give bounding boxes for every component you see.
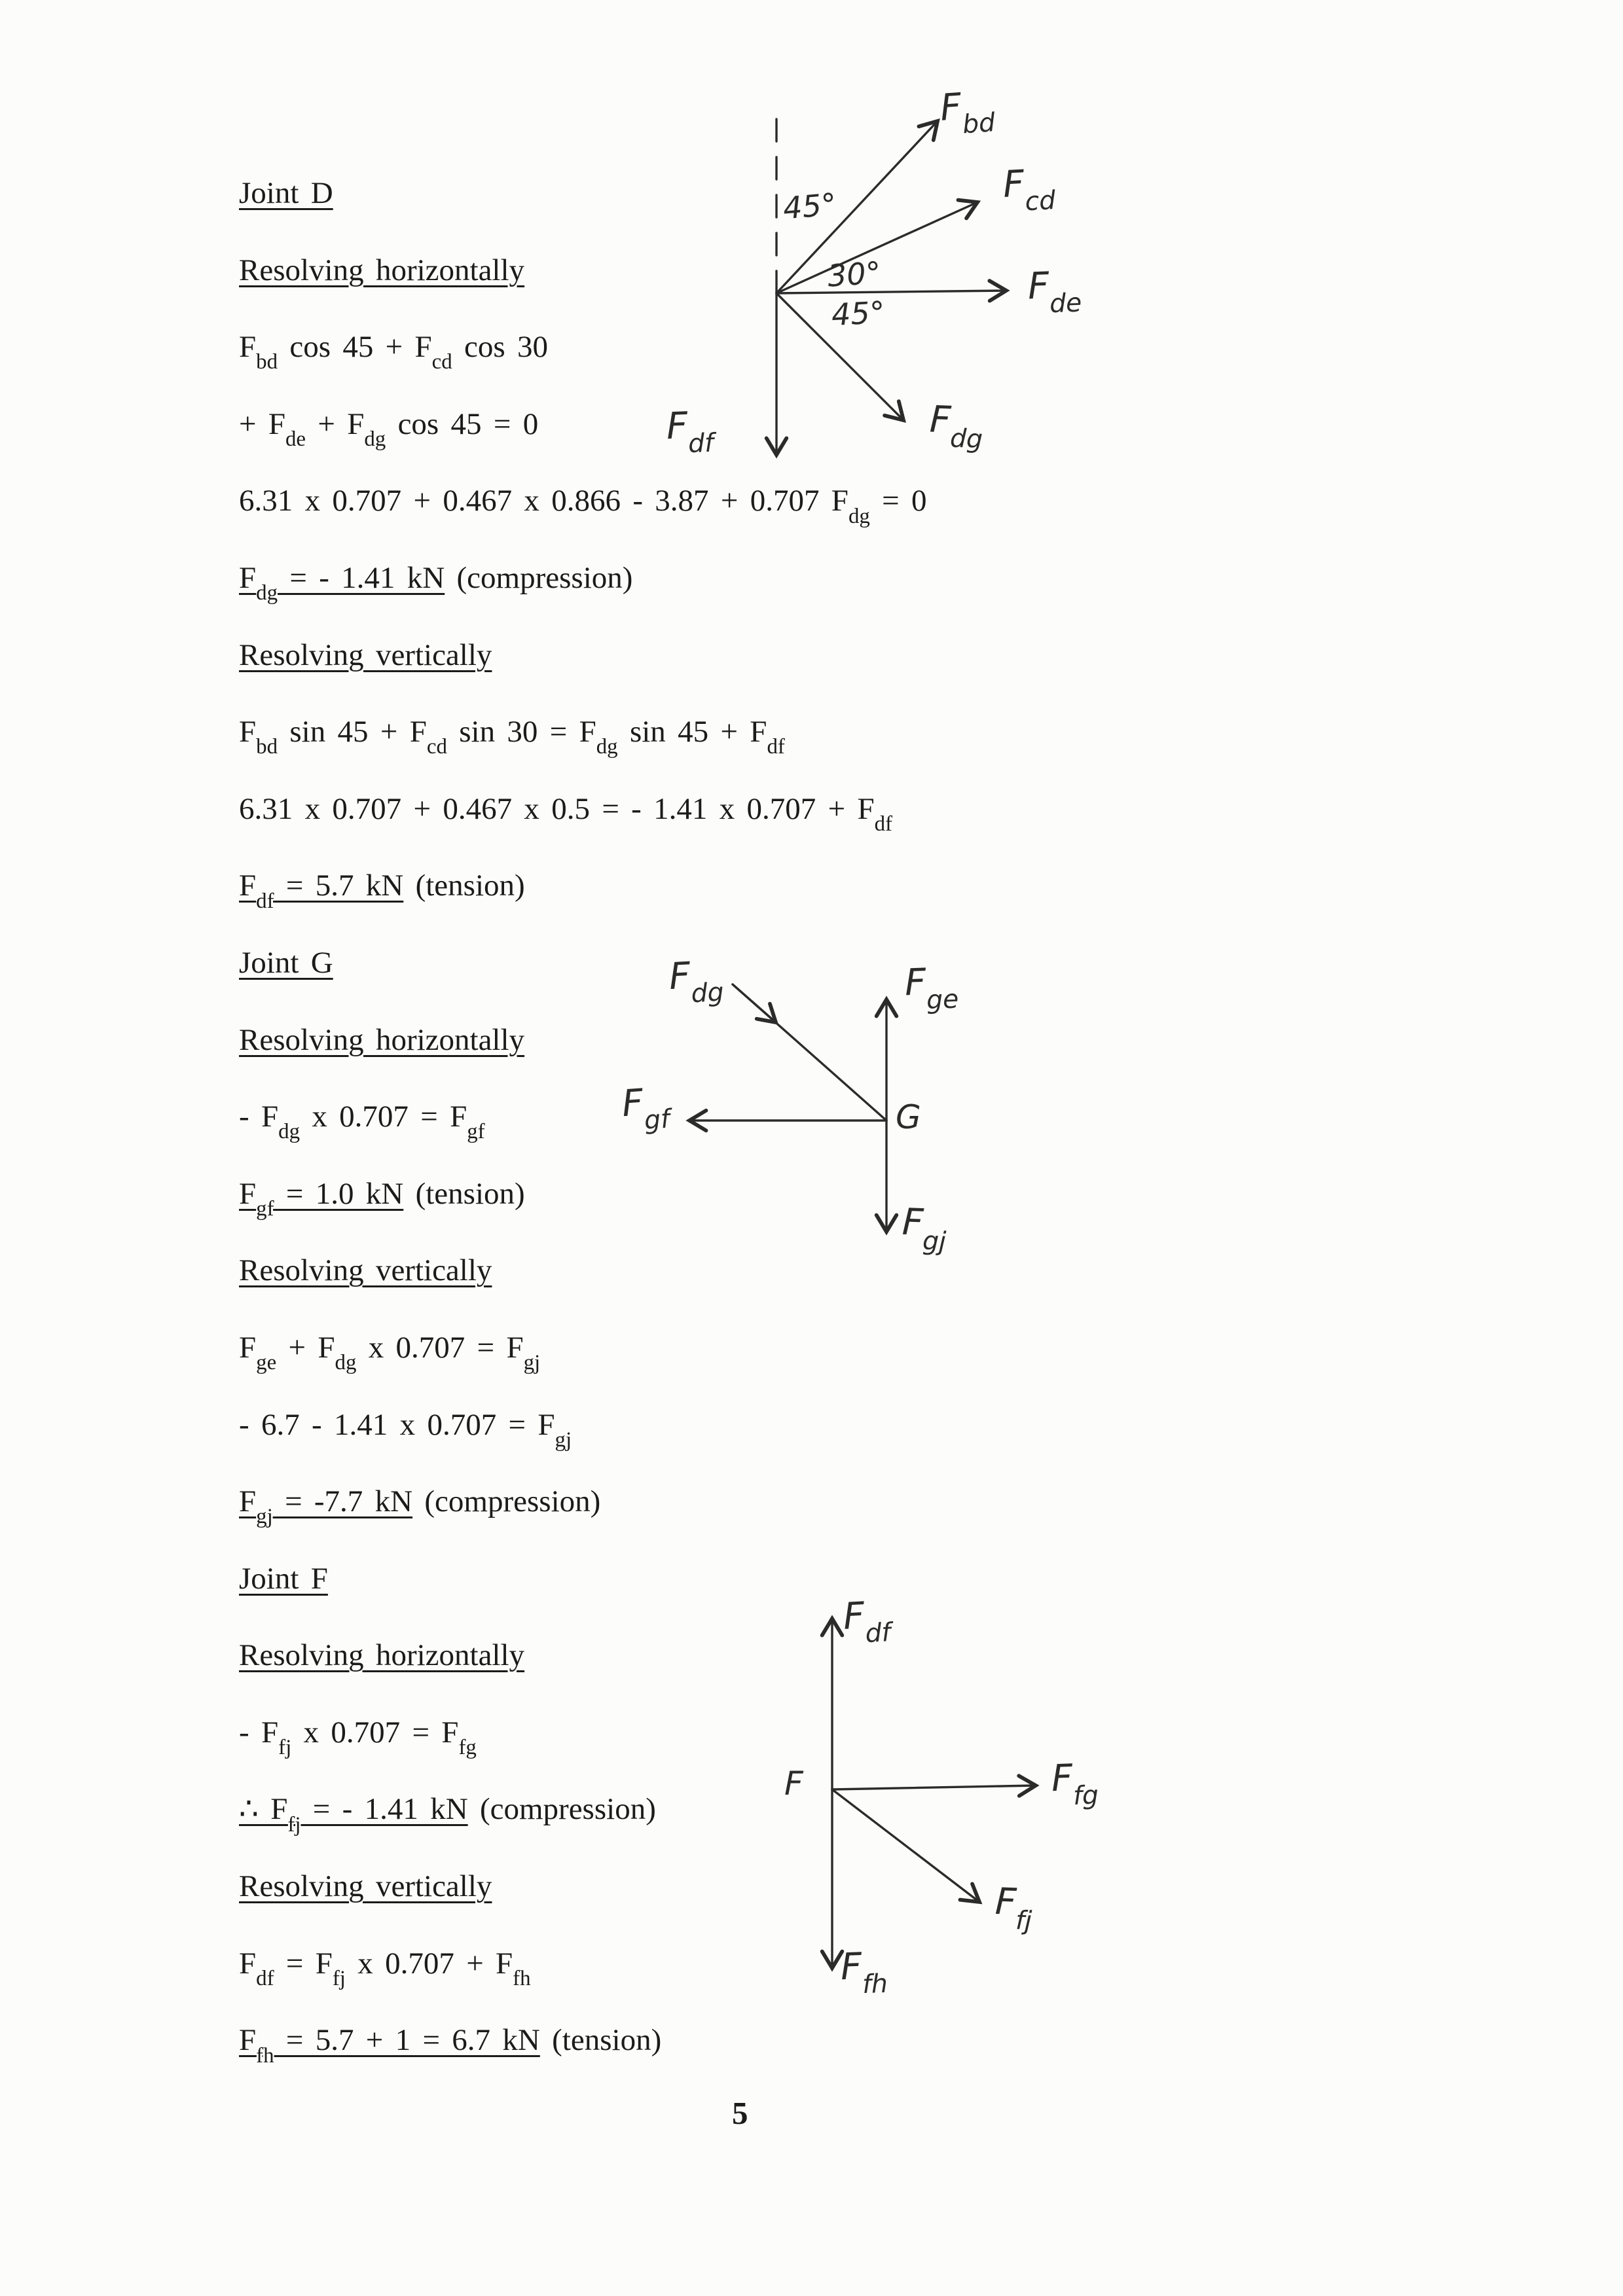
fcd-label: $F_{cd}$ [1002, 162, 1057, 217]
equation-line: $F_{ge} + F_{dg}$ x $0.707 = F_{gj}$ [239, 1330, 541, 1375]
fgj-label: $F_{gj}$ [901, 1200, 947, 1257]
equation-line: 6.31 x 0.707 + 0.467 x 0.5 = - 1.41 x $0.707 + F_{df}$ [239, 791, 893, 836]
result-line: $F_{gf} = 1.0$ kN (tension) [239, 1176, 525, 1221]
equation-line: - 6.7 - 1.41 x $0.707 = F_{gj}$ [239, 1407, 572, 1452]
subheading-resolving-horizontally: Resolving horizontally [239, 253, 525, 287]
equation-line: - $F_{fj}$ x $0.707 = F_{fg}$ [239, 1715, 477, 1760]
equation-line: $F_{bd}$ $\sin 45 + F_{cd}$ $\sin 30 = F_{dg}$ $\sin 45 + F_{df}$ [239, 715, 785, 759]
section-heading-joint-f: Joint F [239, 1561, 328, 1596]
equation-line: $F_{bd}$ $\cos 45 + F_{cd}$ cos 30 [239, 330, 549, 374]
joint-g-letter: G [896, 1098, 921, 1136]
joint-g-diagram [689, 984, 886, 1232]
subheading-resolving-vertically: Resolving vertically [239, 637, 492, 672]
result-line: $F_{dg}$ = - 1.41 kN (compression) [239, 560, 633, 605]
ffh-label: $F_{fh}$ [839, 1945, 888, 2000]
result-line: $F_{gj} = -7.7$ kN (compression) [239, 1484, 601, 1529]
joint-f-letter: F [784, 1765, 803, 1803]
fdf-label: $F_{df}$ [665, 404, 714, 459]
angle-45-bottom-label: 45° [830, 294, 886, 333]
equation-line: $F_{df} = F_{fj}$ x $0.707 + F_{fh}$ [239, 1946, 531, 1990]
subheading-resolving-horizontally: Resolving horizontally [239, 1638, 525, 1673]
section-heading-joint-g: Joint G [239, 945, 333, 980]
result-line: $F_{df} = 5.7$ kN (tension) [239, 869, 525, 913]
equation-line: 6.31 x 0.707 + 0.467 x 0.866 - 3.87 + 0.707 $F_{dg} = 0$ [239, 484, 927, 528]
fdg-arrowhead [733, 984, 776, 1022]
fge-label: $F_{ge}$ [903, 961, 959, 1015]
equation-line: - $F_{dg}$ x $0.707 = F_{gf}$ [239, 1100, 485, 1144]
fde-label: $F_{de}$ [1027, 264, 1082, 319]
equation-line: + $F_{de} + F_{dg}$ cos 45 = 0 [239, 406, 539, 452]
page-number: 5 [732, 2095, 748, 2131]
angle-45-top-label: 45° [781, 186, 838, 226]
subheading-resolving-horizontally: Resolving horizontally [239, 1022, 525, 1057]
subheading-resolving-vertically: Resolving vertically [239, 1869, 492, 1904]
fdf-label: $F_{df}$ [842, 1594, 892, 1649]
result-line: $F_{fh} = 5.7 + 1 = 6.7$ kN (tension) [239, 2023, 662, 2068]
fde-arrow [776, 291, 1006, 293]
fdg-label: $F_{dg}$ [668, 954, 725, 1009]
ffg-label: $F_{fg}$ [1050, 1757, 1099, 1811]
result-line: ∴ $F_{fj}$ = - 1.41 kN (compression) [239, 1792, 656, 1837]
fgf-label: $F_{gf}$ [620, 1081, 671, 1136]
ffg-arrow [832, 1785, 1036, 1789]
ffj-arrow [832, 1789, 979, 1902]
ffj-label: $F_{fj}$ [994, 1880, 1032, 1936]
subheading-resolving-vertically: Resolving vertically [239, 1253, 492, 1288]
angle-30-label: 30° [826, 255, 883, 294]
fdg-label: $F_{dg}$ [928, 398, 983, 454]
section-heading-joint-d: Joint D [239, 176, 333, 210]
fbd-label: $F_{bd}$ [938, 85, 996, 140]
